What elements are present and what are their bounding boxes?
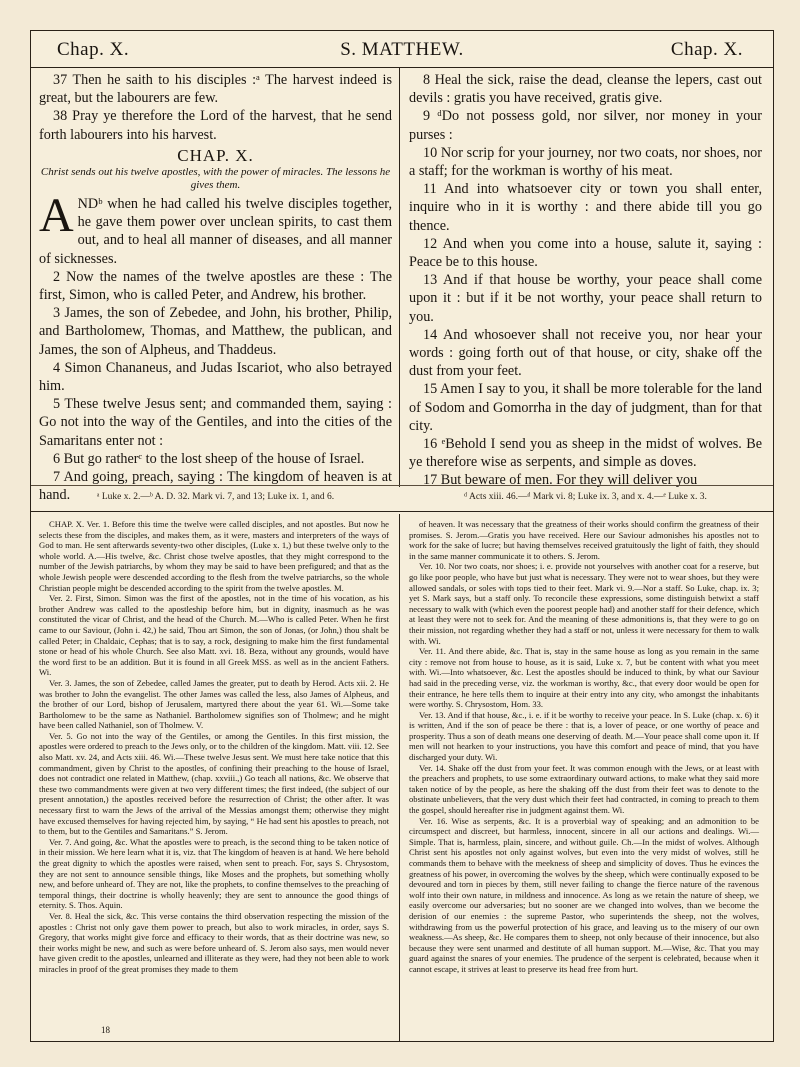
header-right: Chap. X. — [670, 39, 743, 60]
column-divider — [399, 67, 400, 487]
verse: 17 But beware of men. For they will deliver you — [423, 472, 698, 489]
commentary-paragraph: of heaven. It was necessary that the greatness of their works should confirm the greatness of their promises. S. Jerom.—Gratis you have received. Here our Saviour admonishes his apostles not to work for the sake of lucre; but having themselves received gratuitously the light of faith, they should in the same manner communicate it to others. S. Jerom. — [409, 519, 759, 561]
commentary-right-column — [409, 519, 759, 975]
commentary-paragraph: Ver. 3. James, the son of Zebedee, called James the greater, put to death by Herod. Acts xii. 2. He was brother to John the evangelist. The other James was called the less, also James of Alpheus, and the brother of our Lord, bishop of Jerusalem, martyred there about the year 61. Wi.—Some take Bartholomew to be the same as Nathaniel. Bartholomew signifies son of Tholmew; and he might have been called Nathaniel, son of Tholmew. V. — [39, 677, 389, 731]
commentary-paragraph: CHAP. X. Ver. 1. Before this time the twelve were called disciples, and not apostles. But now he selects these from the disciples, and makes them, as it were, masters and interpreters of the ways of God to man. He sent afterwards seventy-two other disciples, (Luke x. 1,) but these twelve only to the whole world. A.—His twelve, &c. Christ chose twelve apostles, that they might correspond to the number of the Jewish patriarchs, by whom they may be said to have been prefigured; and that as the whole Jewish people were descended according to the flesh from the twelve patriarchs, so the whole Christian people might be descended according to the spirit from the twelve apostles. M. — [39, 519, 389, 593]
commentary-paragraph: Ver. 2. First, Simon. Simon was the first of the apostles, not in the time of his vocation, as his brother Andrew was called to the apostleship before him, but in dignity, inasmuch as he was constituted the vicar of Christ, and the head of the Church. M.—Who is called Peter. When he first came to our Saviour, (John i. 42,) he said, Thou art Simon, the son of Jonas, (or John,) thou shalt be called Peter; in Chaldaic, Cephas; that is to say, a rock, designing to make him the first fundamental stone or head of his whole Church. See also Matt. xvi. 18. Beza, without any grounds, would have the word first to be an addition. But it is found in all Greek MSS. as well as in the ancient Fathers. Wi. — [39, 593, 389, 678]
verse: 13 And if that house be worthy, your peace shall come upon it : but if it be not worthy, your peace shall return to you. — [409, 272, 762, 325]
commentary-paragraph: Ver. 14. Shake off the dust from your feet. It was common enough with the Jews, or at least with the preachers and prophets, to use some extraordinary outward actions, to make what they said more taken notice of by the people, as here the shaking off the dust from their feet was to denote to the obstinate unbelievers, that the very dust which their feet had contracted, in coming to preach to them the gospel, should hereafter rise in judgment against them. Wi. — [409, 762, 759, 816]
commentary-rule — [31, 511, 773, 512]
verse: 14 And whosoever shall not receive you, nor hear your words : going forth out of that house, or city, shake off the dust from your feet. — [409, 326, 762, 380]
verse: 5 These twelve Jesus sent; and commanded them, saying : Go not into the way of the Gentiles, and into the cities of the Samaritans enter not : — [39, 396, 392, 449]
footnote-rule — [31, 485, 773, 486]
commentary-paragraph: Ver. 16. Wise as serpents, &c. It is a proverbial way of speaking; and an admonition to be circumspect and discreet, but harmless, innocent, sincere in all our actions and dealings. Wi.—Simple. That is, harmless, plain, sincere, and without guile. Ch.—In the midst of wolves. Although Christ sent his apostles not only against wolves, but even into the very midst of wolves, still he commands them to behave with the meekness of sheep and simplicity of doves. Thus he evinces the greatness of his power, in overcoming the wolves by the sheep, which were continually exposed to be devoured and torn in pieces by them, still never failing to change the fierce nature of the ravenous wolf into their own nature, in mildness and innocence. As long as we retain the nature of sheep, we easily overcome our adversaries; but no sooner are we changed into wolves, than we become the derision of our enemies : the supreme Pastor, who superintends the sheep, not the wolves, withdrawing from us the powerful protection of his grace, and leaving us to the misery of our own weakness.—As sheep, &c. He compares them to sheep, not only because of their innocence, but also because they were sent unarmed and destitute of all human support. M.—Wise, &c. That you may guard against the snares of your enemies. The prudence of the serpent is celebrated, because when it cannot escape, it strives at least to preserve its head free from hurt. — [409, 815, 759, 974]
first-verse — [39, 189, 392, 268]
page-header — [31, 31, 773, 68]
verse: 38 Pray ye therefore the Lord of the harvest, that he send forth labourers into his harvest. — [39, 108, 392, 143]
header-left: Chap. X. — [57, 39, 130, 60]
verse: 3 James, the son of Zebedee, and John, his brother, Philip, and Bartholomew, Thomas, and Matthew, the publican, and James, the son of Alpheus, and Thaddeus. — [39, 305, 392, 358]
verse: 6 But go ratherᶜ to the lost sheep of the house of Israel. — [53, 450, 365, 467]
verse: 11 And into whatsoever city or town you shall enter, inquire who in it is worthy : and there abide till you go thence. — [409, 181, 762, 234]
first-verse-text: NDᵇ when he had called his twelve disciples together, he gave them power over unclean spirits, to cast them out, and to heal all manner of diseases, and all manner of sicknesses. — [39, 196, 392, 267]
chapter-summary: Christ sends out his twelve apostles, with the power of miracles. The lessons he gives them. — [40, 166, 391, 192]
verse: 8 Heal the sick, raise the dead, cleanse the lepers, cast out devils : gratis you have received, gratis give. — [409, 72, 762, 107]
verse: 10 Nor scrip for your journey, nor two coats, nor shoes, nor a staff; for the workman is worthy of his meat. — [409, 144, 762, 180]
verse: 15 Amen I say to you, it shall be more tolerable for the land of Sodom and Gomorrha in the day of judgment, than for that city. — [409, 381, 762, 434]
page-number: 18 — [101, 1025, 110, 1035]
header-center: S. MATTHEW. — [340, 39, 464, 60]
chapter-title: CHAP. X. — [177, 145, 254, 165]
commentary-paragraph: Ver. 11. And there abide, &c. That is, stay in the same house as long as you remain in the same city : remove not from house to house, as it is said, Luke x. 7, but be content with what you meet with. Wi.—Into whatsoever, &c. Lest the apostles should be induced to think, by what our Saviour had said in the preceding verse, viz. the workman is worthy, &c., that every door would be open for their entrance, he here tells them to inquire at their entry into any city, who amongst the inhabitants were worthy. S. Chrysostom, Hom. 33. — [409, 646, 759, 710]
verse: 9 ᵈDo not possess gold, nor silver, nor money in your purses : — [409, 108, 762, 143]
verse: 4 Simon Chananeus, and Judas Iscariot, who also betrayed him. — [39, 359, 392, 395]
commentary-paragraph: Ver. 13. And if that house, &c., i. e. if it be worthy to receive your peace. In S. Luke (chap. x. 6) it is written, And if the son of peace be there : that is, a lover of peace, or one worthy of peace and prosperity. Thus a son of death means one deserving of death. M.—Your peace shall come upon it. If men will not hearken to your instructions, you have this comfort and peace of mind, that you have discharged your duty. Wi. — [409, 709, 759, 763]
footnote-right: ᵈ Acts xiii. 46.—ᵈ Mark vi. 8; Luke ix. 3, and x. 4.—ᵉ Luke x. 3. — [464, 492, 707, 502]
commentary-column-divider — [399, 514, 400, 1041]
verse: 7 And going, preach, saying : The kingdom of heaven is at hand. — [39, 469, 392, 504]
footnote-left: ᵃ Luke x. 2.—ᵇ A. D. 32. Mark vi. 7, and 13; Luke ix. 1, and 6. — [96, 492, 335, 502]
scripture-left-column — [39, 71, 392, 504]
verse: 16 ᵉBehold I send you as sheep in the midst of wolves. Be ye therefore wise as serpents, and simple as doves. — [409, 436, 762, 471]
commentary-paragraph: Ver. 8. Heal the sick, &c. This verse contains the third observation respecting the mission of the apostles : Christ not only gave them power to preach, but also to work miracles, in order, says S. Gregory, that works might give force and efficacy to their words, that as their doctrine was new, so their works might be new, and such as were before unheard of. S. Jerom also says, men would never have given credit to the apostles, unlearned and illiterate as they were, had they not been able to work miracles in proof of the great promises they made to them — [39, 910, 389, 974]
page — [30, 30, 774, 1042]
commentary-paragraph: Ver. 5. Go not into the way of the Gentiles, or among the Gentiles. In this first mission, the apostles were ordered to preach to the Jews only, or to the children of the kingdom. Matt. viii. 12. See also Matt. xv. 24, and Acts xiii. 46. Wi.—These twelve Jesus sent. We must here take notice that this commandment, given by Christ to the apostles, of confining their preaching to the house of Israel, does not contradict one related in Matthew, (chap. xxviii.,) Go teach all nations, &c. We observe that these two commandments were given at two very different times; the first indeed, (the subject of our present annotation,) the apostles received before the resurrection of Christ; the other after. It was necessary first to warn the Jews of the arrival of the Messias amongst them; otherwise they might have excused themselves for having rejected him, by saying, “ He had sent his apostles to preach, not to them, but to the Gentiles and Samaritans.” S. Jerom. — [39, 730, 389, 837]
commentary-left-column — [39, 519, 389, 975]
verse: 2 Now the names of the twelve apostles are these : The first, Simon, who is called Peter, and Andrew, his brother. — [39, 268, 392, 304]
verse: 37 Then he saith to his disciples :ᵃ The harvest indeed is great, but the labourers are few. — [39, 72, 392, 107]
commentary-paragraph: Ver. 7. And going, &c. What the apostles were to preach, is the second thing to be taken notice of in their mission. We here learn what it is, viz. that The kingdom of heaven is at hand. We here behold the great dignity to which the apostles were raised, when sent to preach. For, says S. Chrysostom, they are not sent to announce sensible things, like Moses and the prophets, but something wholly new, and before unheard of. They are not, like the prophets, to confine themselves to the preaching of temporal things, their doctrine is wholly heavenly; they are sent to announce the good things of eternity. S. Thos. Aquin. — [39, 836, 389, 911]
scripture-right-column — [409, 71, 762, 490]
drop-cap: A — [39, 189, 74, 243]
verse: 12 And when you come into a house, salute it, saying : Peace be to this house. — [409, 235, 762, 271]
commentary-paragraph: Ver. 10. Nor two coats, nor shoes; i. e. provide not yourselves with another coat for a reserve, but go like poor people, who have but just what is necessary. They were not to wear shoes, but they were allowed sandals, or soles with tops tied to their feet. Mark vi. 9.—Nor a staff. So Luke, chap. ix. 3; yet S. Mark says, but a staff only. To reconcile these expressions, some distinguish betwixt a staff necessary to walk with (which even the poorest people had) and another staff for their defence, which at least they were not to seek for. And the meaning of these admonitions is, that they were to go on their mission, not regarding whether they had a staff or not, unless it were necessary for them to walk with. Wi. — [409, 561, 759, 646]
